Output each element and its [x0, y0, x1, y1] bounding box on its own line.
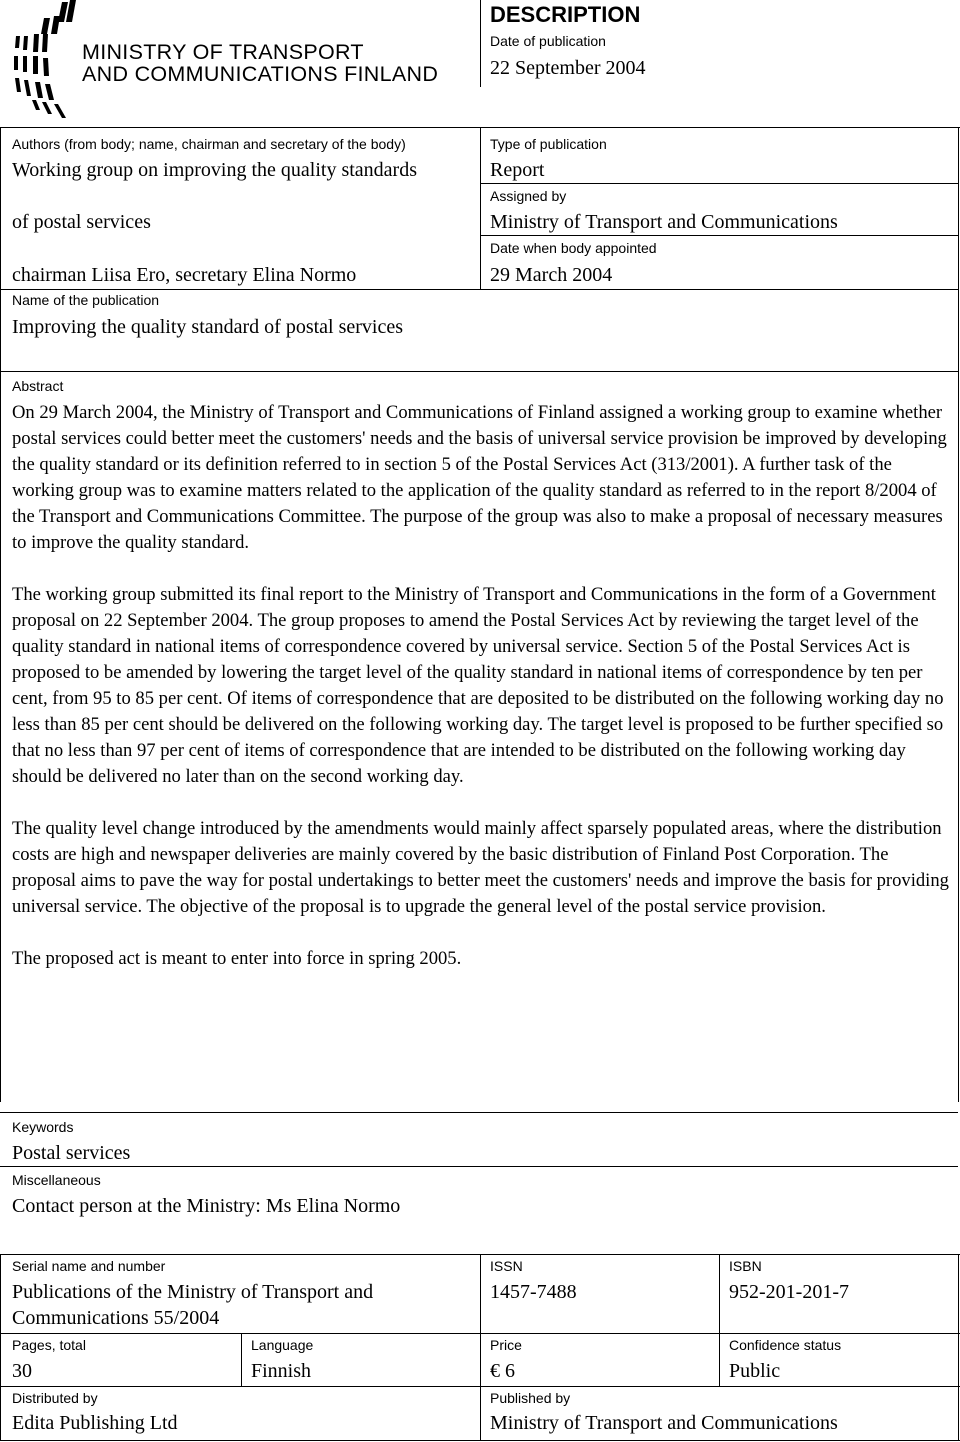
authors-column-divider [480, 127, 481, 289]
table-right-border [958, 1254, 959, 1441]
abstract-paragraph-1: On 29 March 2004, the Ministry of Transport and Communications of Finland assigned a working group to examine whether postal services could better meet the customers' needs and the basis of universal service provision be improved by developing the quality standard or its definition referred to in section 5 of the Postal Services Act (313/2001). A further task of the working group was to examine matters related to the application of the quality standard as referred to in the report 8/2004 of the Transport and Communications Committee. The purpose of the group was also to make a proposal of necessary measures to improve the quality standard. [12, 402, 947, 553]
meta-rule-2 [480, 235, 958, 236]
header-divider [480, 0, 481, 87]
assigned-by-label: Assigned by [490, 188, 567, 204]
authors-line-1: Working group on improving the quality standards [12, 159, 417, 181]
type-of-publication-label: Type of publication [490, 136, 607, 152]
language-label: Language [251, 1337, 314, 1353]
published-by-label: Published by [490, 1390, 571, 1406]
ministry-logo [10, 0, 480, 124]
ministry-name-line1: MINISTRY OF TRANSPORT [82, 40, 364, 64]
price-label: Price [490, 1337, 522, 1353]
right-border-upper [958, 127, 959, 1102]
date-of-publication-value: 22 September 2004 [490, 57, 646, 79]
keywords-rule [0, 1166, 958, 1167]
table-col-divider-language [241, 1333, 242, 1387]
pages-label: Pages, total [12, 1337, 86, 1353]
keywords-value: Postal services [12, 1142, 131, 1164]
authors-label: Authors (from body; name, chairman and secretary of the body) [12, 136, 406, 152]
isbn-value: 952-201-201-7 [729, 1281, 849, 1303]
abstract-bottom-rule [0, 1112, 958, 1113]
abstract-paragraph-4: The proposed act is meant to enter into force in spring 2005. [12, 948, 462, 969]
issn-value: 1457-7488 [490, 1281, 577, 1303]
table-left-border [0, 1254, 1, 1441]
issn-label: ISSN [490, 1258, 523, 1274]
meta-rule-3 [0, 289, 958, 290]
isbn-label: ISBN [729, 1258, 762, 1274]
pages-value: 30 [12, 1360, 32, 1382]
publication-name-label: Name of the publication [12, 292, 160, 308]
authors-line-3: chairman Liisa Ero, secretary Elina Normo [12, 264, 357, 286]
price-value: € 6 [490, 1360, 515, 1382]
assigned-by-value: Ministry of Transport and Communications [490, 211, 838, 233]
date-appointed-label: Date when body appointed [490, 240, 657, 256]
serial-line-2: Communications 55/2004 [12, 1307, 220, 1329]
miscellaneous-label: Miscellaneous [12, 1172, 101, 1188]
distributed-by-label: Distributed by [12, 1390, 98, 1406]
serial-line-1: Publications of the Ministry of Transport and [12, 1281, 374, 1303]
keywords-label: Keywords [12, 1119, 74, 1135]
abstract-top-rule [0, 371, 958, 372]
confidence-status-value: Public [729, 1360, 781, 1382]
abstract-paragraph-2: The working group submitted its final report to the Ministry of Transport and Communications in the form of a Government proposal on 22 September 2004. The group proposes to amend the Postal Services Act by reviewing the target level of the quality standard in national items of correspondence covered by universal service. Section 5 of the Postal Services Act is proposed to be amended by lowering the target level of the quality standard in national items of correspondence by ten per cent, from 95 to 85 per cent. Of items of correspondence that are deposited to be distributed on the following working day no less than 85 per cent should be delivered on the following working day. The target level is proposed to be further specified so that no less than 97 per cent of items of correspondence that are intended to be distributed on the following working day should be delivered no later than on the second working day. [12, 584, 944, 787]
left-border-upper [0, 127, 1, 1102]
type-of-publication-value: Report [490, 159, 545, 181]
abstract-paragraph-3: The quality level change introduced by the amendments would mainly affect sparsely populated areas, where the distribution costs are high and newspaper deliveries are mainly covered by the basic distribution of Finland Post Corporation. The proposal aims to pave the way for postal undertakings to better meet the customers' needs and improve the basis for providing universal service. The objective of the proposal is to upgrade the general level of the postal service provision. [12, 818, 949, 917]
published-by-value: Ministry of Transport and Communications [490, 1412, 838, 1434]
ministry-name-line2: AND COMMUNICATIONS FINLAND [82, 62, 439, 86]
authors-line-2: of postal services [12, 211, 151, 233]
document-type-heading: DESCRIPTION [490, 2, 641, 27]
miscellaneous-value: Contact person at the Ministry: Ms Elina Normo [12, 1195, 401, 1217]
serial-label: Serial name and number [12, 1258, 166, 1274]
table-col-divider-isbn [719, 1254, 720, 1387]
language-value: Finnish [251, 1360, 312, 1382]
date-appointed-value: 29 March 2004 [490, 264, 613, 286]
abstract-body [12, 400, 950, 998]
date-of-publication-label: Date of publication [490, 33, 606, 49]
table-col-divider-issn [480, 1254, 481, 1441]
confidence-status-label: Confidence status [729, 1337, 842, 1353]
ministry-emblem-icon [10, 0, 80, 124]
publication-name-value: Improving the quality standard of postal services [12, 316, 404, 338]
meta-rule-1 [480, 183, 958, 184]
abstract-label: Abstract [12, 378, 64, 394]
distributed-by-value: Edita Publishing Ltd [12, 1412, 178, 1434]
